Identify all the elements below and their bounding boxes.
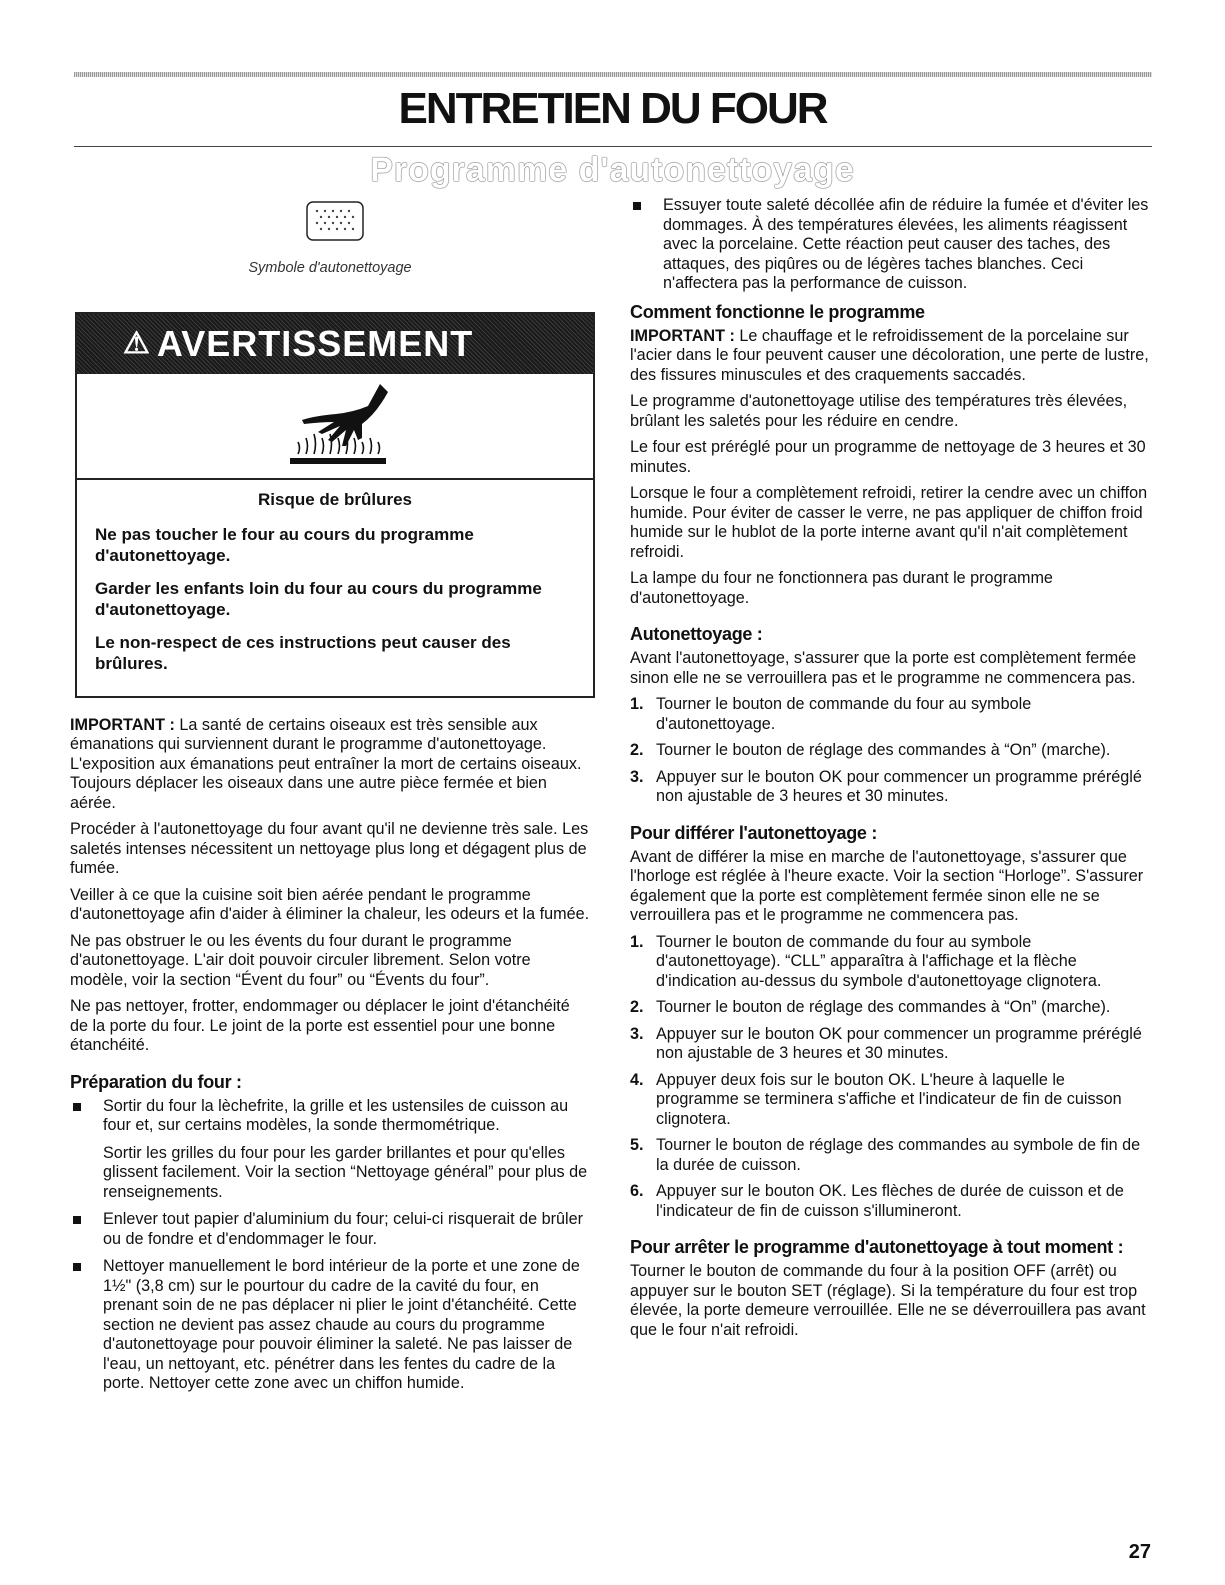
how-heading: Comment fonctionne le programme [630, 301, 925, 322]
list-item [630, 1182, 1152, 1221]
list-item [630, 196, 1152, 294]
step-number: 3. [630, 1024, 644, 1043]
important-text: Le chauffage et le refroidissement de la porcelaine sur l'acier dans le four peuvent causer une décoloration, une perte de lustre, des fissures minuscules et des craquements saccadés. [630, 326, 1149, 384]
step-text: Tourner le bouton de réglage des commandes au symbole de fin de la durée de cuisson. [656, 1136, 1141, 1174]
left-body-text [70, 716, 590, 1394]
warning-line: Ne pas toucher le four au cours du programme d'autonettoyage. [95, 524, 474, 565]
delay-heading: Pour différer l'autonettoyage : [630, 822, 878, 843]
right-column [630, 196, 1152, 1347]
list-item [630, 998, 1152, 1018]
step-text: Tourner le bouton de réglage des commandes à “On” (marche). [656, 741, 1111, 759]
step-number: 2. [630, 998, 644, 1016]
important-paragraph [70, 716, 590, 814]
title-divider [74, 146, 1152, 147]
bullet-text: Essuyer toute saleté décollée afin de réduire la fumée et d'éviter les dommages. À des températures élevées, les aliments réagissent avec la porcelaine. Cette réaction peut causer des taches, des attaques, des piqûres ou de légères taches blanches. Ceci n'affectera pas la performance de cuisson. [663, 196, 1149, 292]
list-item [630, 1025, 1152, 1064]
bullet-extra-text: Sortir les grilles du four pour les garder brillantes et pour qu'elles glissent facilement. Voir la section “Nettoyage général” pour plus de renseignements. [103, 1143, 588, 1201]
list-item [630, 1136, 1152, 1175]
list-item [630, 741, 1152, 761]
page-number: 27 [1128, 1541, 1151, 1563]
body-paragraph: Lorsque le four a complètement refroidi, retirer la cendre avec un chiffon humide. Pour éviter de casser le verre, ne pas appliquer de chiffon froid humide sur le hublot de la porte interne avant qu'il n'ait complètement refroidi. [630, 484, 1148, 561]
step-number: 5. [630, 1136, 644, 1154]
list-item [630, 695, 1152, 734]
list-item [70, 1097, 590, 1203]
list-item [630, 933, 1152, 992]
bullet-text: Enlever tout papier d'aluminium du four; celui-ci risquerait de brûler ou de fondre et d'endommager le four. [103, 1210, 583, 1248]
step-text: Appuyer sur le bouton OK. Les flèches de durée de cuisson et de l'indicateur de fin de cuisson s'illumineront. [656, 1182, 1124, 1220]
body-paragraph: La lampe du four ne fonctionnera pas durant le programme d'autonettoyage. [630, 569, 1053, 607]
step-text: Appuyer sur le bouton OK pour commencer un programme préréglé non ajustable de 3 heures et 30 minutes. [656, 1024, 1142, 1062]
hand-burn-hazard-icon [284, 384, 394, 470]
step-number: 1. [630, 695, 644, 713]
how-important-paragraph [630, 327, 1152, 386]
left-column [70, 196, 590, 1402]
step-number: 2. [630, 741, 644, 759]
step-text: Tourner le bouton de commande du four au symbole d'autonettoyage). “CLL” apparaîtra à l'affichage et la flèche d'indication au-dessus du symbole d'autonettoyage clignotera. [656, 932, 1102, 990]
important-label: IMPORTANT : [630, 326, 735, 345]
top-decorative-bar [74, 72, 1152, 77]
warning-header-label: AVERTISSEMENT [156, 323, 474, 365]
symbol-caption: Symbole d'autonettoyage [248, 260, 412, 276]
body-paragraph: Tourner le bouton de commande du four à la position OFF (arrêt) ou appuyer sur le bouton SET (réglage). Si la température du four est trop élevée, la porte demeure verrouillée. Elle ne se déverrouillera pas avant que le four n'ait refroidi. [630, 1262, 1146, 1339]
body-paragraph: Avant l'autonettoyage, s'assurer que la porte est complètement fermée sinon elle ne se verrouillera pas et le programme ne commencera pas. [630, 649, 1137, 687]
warning-risk-title: Risque de brûlures [258, 490, 412, 509]
warning-box [75, 312, 595, 698]
prep-bullet-list [70, 1097, 590, 1394]
prep-heading: Préparation du four : [70, 1071, 242, 1092]
warning-header [77, 314, 593, 374]
step-text: Appuyer deux fois sur le bouton OK. L'heure à laquelle le programme se terminera s'affiche et l'indicateur de fin de cuisson clignotera. [656, 1070, 1122, 1128]
section-subtitle: Programme d'autonettoyage [370, 151, 855, 189]
important-label: IMPORTANT : [70, 715, 175, 734]
body-paragraph: Ne pas obstruer le ou les évents du four durant le programme d'autonettoyage. L'air doit pouvoir circuler librement. Selon votre modèle, voir la section “Évent du four” ou “Évents du four”. [70, 931, 531, 989]
step-number: 3. [630, 767, 644, 786]
step-text: Tourner le bouton de commande du four au symbole d'autonettoyage. [656, 695, 1032, 733]
top-bullet-list [630, 196, 1152, 294]
body-paragraph: Procéder à l'autonettoyage du four avant qu'il ne devienne très sale. Les saletés intenses nécessitent un nettoyage plus long et dégagent plus de fumée. [70, 820, 589, 877]
symbol-block [70, 196, 590, 282]
step-number: 4. [630, 1070, 644, 1089]
body-paragraph: Veiller à ce que la cuisine soit bien aérée pendant le programme d'autonettoyage afin d'aider à éliminer la chaleur, les odeurs et la fumée. [70, 885, 590, 923]
warning-triangle-icon: ⚠ [123, 327, 151, 361]
warning-line: Le non-respect de ces instructions peut causer des brûlures. [95, 632, 511, 673]
body-paragraph: Le programme d'autonettoyage utilise des températures très élevées, brûlant les saletés pour les réduire en cendre. [630, 392, 1128, 430]
auto-step-list [630, 695, 1152, 807]
important-text: La santé de certains oiseaux est très sensible aux émanations qui surviennent durant le programme d'autonettoyage. L'exposition aux émanations peut entraîner la mort de certains oiseaux. Toujours déplacer les oiseaux dans une autre pièce fermée et bien aérée. [70, 715, 582, 812]
step-text: Tourner le bouton de réglage des commandes à “On” (marche). [656, 998, 1111, 1016]
stop-heading: Pour arrêter le programme d'autonettoyage à tout moment : [630, 1237, 1124, 1257]
bullet-text: Nettoyer manuellement le bord intérieur de la porte et une zone de 1½" (3,8 cm) sur le pourtour du cadre de la cavité du four, en prenant soin de ne pas déplacer ni plier le joint d'étanchéité. Cette section ne devient pas assez chaude au cours du programme d'autonettoyage pour pouvoir éliminer la saleté. Ne pas laisser de l'eau, un nettoyant, etc. pénétrer dans les fentes du cadre de la porte. Nettoyer cette zone avec un chiffon humide. [103, 1257, 580, 1392]
warning-line: Garder les enfants loin du four au cours du programme d'autonettoyage. [95, 578, 542, 619]
bullet-text: Sortir du four la lèchefrite, la grille et les ustensiles de cuisson au four et, sur certains modèles, la sonde thermométrique. [103, 1096, 569, 1134]
body-paragraph: Avant de différer la mise en marche de l'autonettoyage, s'assurer que l'horloge est réglée à l'heure exacte. Voir la section “Horloge”. S'assurer également que la porte est complètement fermée sinon elle ne se verrouillera pas et le programme ne commencera pas. [630, 847, 1144, 924]
list-item [70, 1257, 590, 1394]
list-item [630, 1071, 1152, 1130]
body-paragraph: Le four est préréglé pour un programme de nettoyage de 3 heures et 30 minutes. [630, 438, 1146, 476]
warning-body [77, 480, 593, 696]
list-item [630, 768, 1152, 807]
auto-heading: Autonettoyage : [630, 624, 763, 644]
delay-step-list [630, 933, 1152, 1222]
body-paragraph: Ne pas nettoyer, frotter, endommager ou déplacer le joint d'étanchéité de la porte du four. Le joint de la porte est essentiel pour une bonne étanchéité. [70, 997, 570, 1054]
list-item [70, 1210, 590, 1249]
page-title: ENTRETIEN DU FOUR [398, 84, 827, 133]
step-number: 6. [630, 1182, 644, 1200]
warning-image [77, 374, 593, 480]
step-text: Appuyer sur le bouton OK pour commencer un programme préréglé non ajustable de 3 heures et 30 minutes. [656, 767, 1142, 805]
self-clean-symbol-icon [305, 200, 365, 242]
step-number: 1. [630, 932, 644, 951]
